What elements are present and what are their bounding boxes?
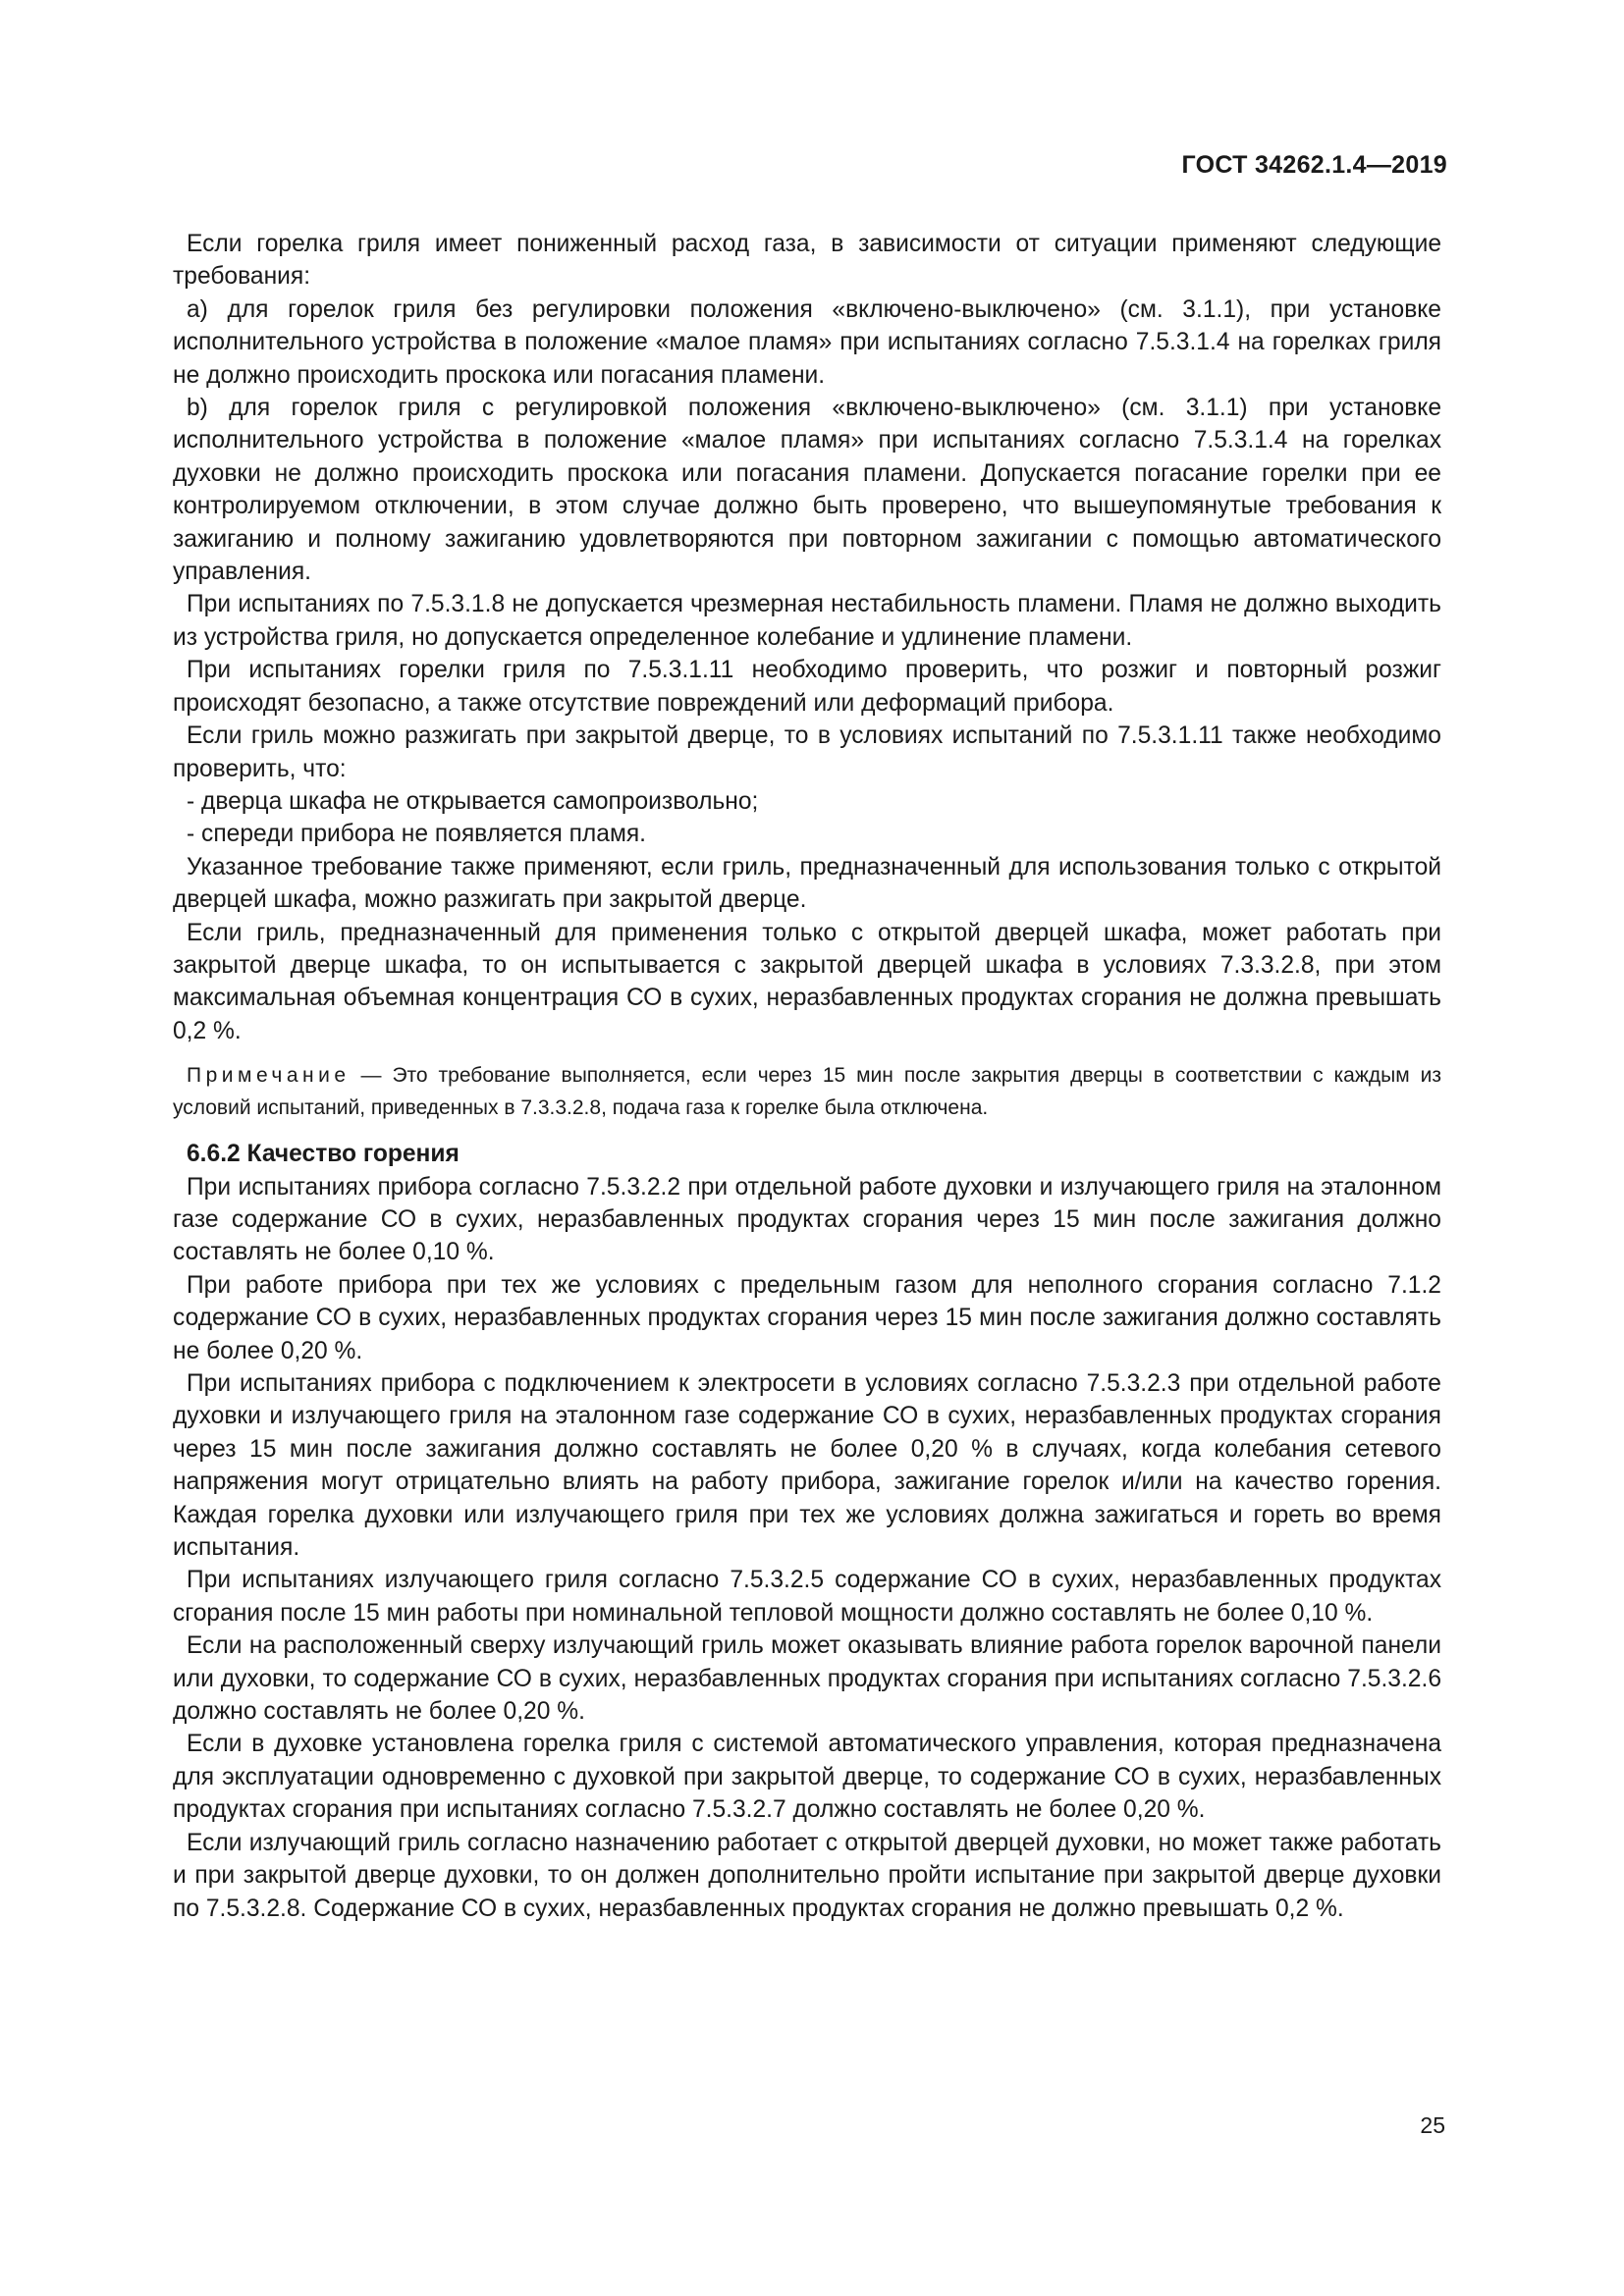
paragraph: Если на расположенный сверху излучающий гриль может оказывать влияние работа горелок варочной панели или духовки, то содержание СО в сухих, неразбавленных продуктах сгорания при испытаниях согласно 7.5.3.2.6 должно составлять не более 0,20 %. <box>173 1632 1441 1726</box>
paragraph: При испытаниях излучающего гриля согласно 7.5.3.2.5 содержание СО в сухих, неразбавленных продуктах сгорания после 15 мин работы при номинальной тепловой мощности должно составлять не более 0,10 %. <box>173 1567 1441 1627</box>
paragraph: Если излучающий гриль согласно назначению работает с открытой дверцей духовки, но может также работать и при закрытой дверце духовки, то он должен дополнительно пройти испытание при закрытой дверце духовки по 7.5.3.2.8. Содержание СО в сухих, неразбавленных продуктах сгорания не должно превышать 0,2 %. <box>173 1829 1441 1922</box>
paragraph: При испытаниях горелки гриля по 7.5.3.1.11 необходимо проверить, что розжиг и повторный розжиг происходят безопасно, а также отсутствие повреждений или деформаций прибора. <box>173 657 1441 717</box>
page-number: 25 <box>1420 2112 1445 2138</box>
paragraph: а) для горелок гриля без регулировки положения «включено-выключено» (см. 3.1.1), при установке исполнительного устройства в положение «малое пламя» при испытаниях согласно 7.5.3.1.4 на горелках гриля не должно происходить проскока или погасания пламени. <box>173 295 1441 389</box>
paragraph: Если гриль можно разжигать при закрытой дверце, то в условиях испытаний по 7.5.3.1.11 также необходимо проверить, что: <box>173 722 1441 782</box>
paragraph: При испытаниях прибора с подключением к электросети в условиях согласно 7.5.3.2.3 при отдельной работе духовки и излучающего гриля на эталонном газе содержание СО в сухих, неразбавленных продуктах сгорания через 15 мин после зажигания должно составлять не более 0,20 % в случаях, когда колебания сетевого напряжения могут отрицательно влиять на работу прибора, зажигание горелок и/или на качество горения. Каждая горелка духовки или излучающего гриля при тех же условиях должна зажигаться и гореть во время испытания. <box>173 1370 1441 1562</box>
paragraph: Указанное требование также применяют, если гриль, предназначенный для использования только с открытой дверцей шкафа, можно разжигать при закрытой дверце. <box>173 853 1441 914</box>
list-item: - спереди прибора не появляется пламя. <box>187 821 647 848</box>
standard-code: ГОСТ 34262.1.4—2019 <box>1181 151 1447 179</box>
paragraph: При работе прибора при тех же условиях с предельным газом для неполного сгорания согласно 7.1.2 содержание СО в сухих, неразбавленных продуктах сгорания через 15 мин после зажигания должно составлять не более 0,20 %. <box>173 1271 1441 1364</box>
paragraph: Если в духовке установлена горелка гриля с системой автоматического управления, которая предназначена для эксплуатации одновременно с духовкой при закрытой дверце, то содержание СО в сухих, неразбавленных продуктах сгорания при испытаниях согласно 7.5.3.2.7 должно составлять не более 0,20 %. <box>173 1731 1441 1824</box>
paragraph: При испытаниях по 7.5.3.1.8 не допускается чрезмерная нестабильность пламени. Пламя не должно выходить из устройства гриля, но допускается определенное колебание и удлинение пламени. <box>173 591 1441 651</box>
list-item: - дверца шкафа не открывается самопроизвольно; <box>187 787 759 815</box>
paragraph: При испытаниях прибора согласно 7.5.3.2.2 при отдельной работе духовки и излучающего гриля на эталонном газе содержание СО в сухих, неразбавленных продуктах сгорания через 15 мин после зажигания должно составлять не более 0,10 %. <box>173 1173 1441 1266</box>
paragraph: b) для горелок гриля с регулировкой положения «включено-выключено» (см. 3.1.1) при установке исполнительного устройства в положение «малое пламя» при испытаниях согласно 7.5.3.1.4 на горелках духовки не должно происходить проскока или погасания пламени. Допускается погасание горелки при ее контролируемом отключении, в этом случае должно быть проверено, что вышеупомянутые требования к зажиганию и полному зажиганию удовлетворяются при повторном зажигании с помощью автоматического управления. <box>173 395 1441 586</box>
section-title: 6.6.2 Качество горения <box>187 1141 460 1168</box>
note-label: Примечание <box>187 1064 351 1088</box>
paragraph: Если гриль, предназначенный для применения только с открытой дверцей шкафа, может работать при закрытой дверце шкафа, то он испытывается с закрытой дверцей шкафа в условиях 7.3.3.2.8, при этом максимальная объемная концентрация СО в сухих, неразбавленных продуктах сгорания не должна превышать 0,2 %. <box>173 919 1441 1044</box>
paragraph: Если горелка гриля имеет пониженный расход газа, в зависимости от ситуации применяют следующие требования: <box>173 231 1441 291</box>
note <box>173 1059 1441 1124</box>
note-text: — Это требование выполняется, если через 15 мин после закрытия дверцы в соответствии с каждым из условий испытаний, приведенных в 7.3.3.2.8, подача газа к горелке была отключена. <box>173 1064 1441 1120</box>
document-body <box>173 228 1441 1925</box>
